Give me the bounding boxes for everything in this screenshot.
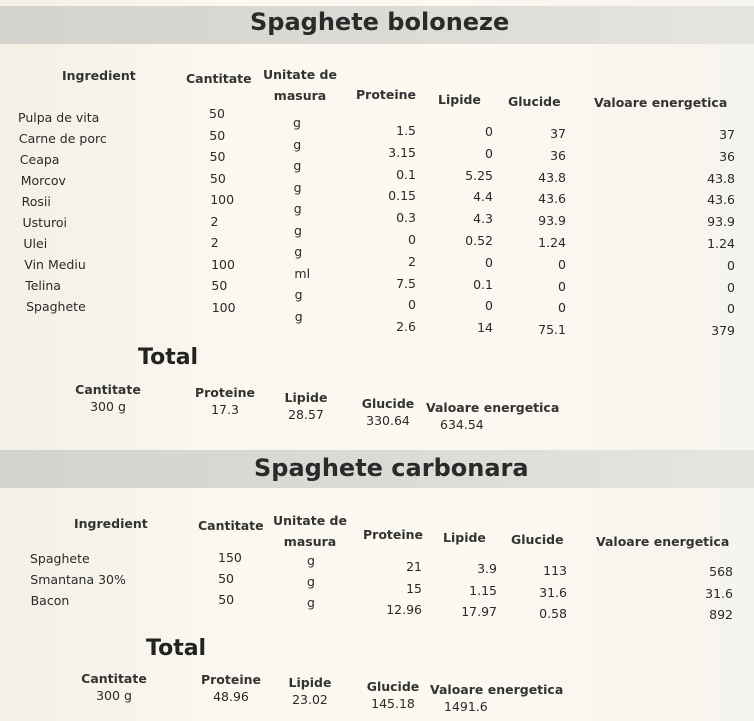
cell-cantitate: 50 [218,592,235,607]
cell-cantitate: 50 [209,170,226,186]
cell-cantitate: 50 [209,106,225,121]
header-unitate-line2: masura [273,88,327,103]
cell-lipide: 0 [485,254,493,270]
cell-proteine: 3.15 [388,144,416,160]
cell-ingredient: Rosii [21,194,51,209]
cell-proteine: 1.5 [396,123,416,138]
cell-lipide: 0.1 [473,276,493,292]
cell-glucide: 0 [558,300,566,316]
cell-unitate: g [307,574,315,589]
cell-lipide: 3.9 [477,561,497,576]
cell-proteine: 12.96 [386,602,422,617]
header-lipide: Lipide [438,92,481,107]
header-glucide: Glucide [511,532,564,547]
cell-valoare: 379 [711,323,735,339]
cell-unitate: g [294,244,303,259]
cell-cantitate: 50 [218,571,234,586]
cell-lipide: 0 [485,145,493,161]
total-glucide [360,395,416,429]
cell-unitate: g [294,308,303,324]
header-lipide: Lipide [443,530,486,545]
cell-unitate: g [293,179,302,195]
header-valoare: Valoare energetica [596,534,730,549]
total-lipide-value: 23.02 [292,692,328,707]
cell-cantitate: 150 [218,550,242,565]
cell-proteine: 0.3 [396,210,416,226]
total-valoare-label: Valoare energetica [430,682,564,697]
total-glucide-value: 145.18 [371,696,415,711]
cell-cantitate: 50 [211,278,228,293]
cell-cantitate: 100 [211,256,235,272]
total-proteine [190,384,260,418]
total-valoare [430,681,563,715]
total-cantitate-label: Cantitate [81,671,147,686]
cell-lipide: 0 [485,124,493,139]
header-unitate-line1: Unitate de [263,67,337,82]
cell-ingredient: Pulpa de vita [18,110,100,125]
cell-valoare: 0 [727,279,735,295]
cell-proteine: 2.6 [396,319,416,335]
cell-glucide: 0.58 [539,606,567,621]
cell-proteine: 7.5 [396,275,416,291]
total-cantitate-value: 300 g [96,688,132,703]
total-proteine-value: 17.3 [211,402,239,417]
cell-lipide: 5.25 [465,167,493,183]
cell-proteine: 0.1 [396,166,416,182]
cell-lipide: 0.52 [465,233,493,248]
cell-lipide: 0 [485,298,493,314]
cell-glucide: 1.24 [538,235,566,250]
header-unitate [262,64,338,106]
cell-unitate: ml [294,265,311,281]
cell-ingredient: Morcov [20,173,66,188]
cell-cantitate: 2 [210,213,219,229]
header-glucide: Glucide [508,94,561,109]
total-glucide-value: 330.64 [366,413,410,428]
header-cantitate: Cantitate [198,518,264,533]
cell-ingredient: Ulei [23,236,48,251]
cell-unitate: g [293,158,302,173]
cell-proteine: 0 [408,297,416,313]
total-valoare-label: Valoare energetica [426,400,560,415]
cell-cantitate: 50 [209,149,226,164]
cell-glucide: 0 [558,256,566,272]
header-valoare: Valoare energetica [594,95,728,110]
total-lipide-label: Lipide [284,390,328,405]
total-glucide-label: Glucide [361,396,415,411]
cell-cantitate: 100 [211,299,236,315]
header-proteine: Proteine [363,527,424,542]
cell-valoare: 93.9 [707,214,735,230]
cell-ingredient: Telina [25,278,61,293]
cell-valoare: 37 [719,127,735,142]
header-cantitate: Cantitate [186,71,252,86]
cell-valoare: 43.6 [707,192,735,208]
cell-cantitate: 50 [209,127,226,143]
cell-glucide: 75.1 [538,322,566,338]
cell-unitate: g [293,136,302,152]
cell-unitate: g [307,595,315,610]
cell-glucide: 93.9 [538,213,566,229]
cell-valoare: 43.8 [707,170,735,186]
recipe-title: Spaghete carbonara [254,454,529,482]
cell-ingredient: Carne de porc [18,131,107,146]
cell-lipide: 14 [477,320,493,336]
cell-valoare: 892 [709,607,733,622]
cell-valoare: 31.6 [705,585,733,601]
header-ingredient: Ingredient [62,68,136,83]
cell-cantitate: 2 [210,235,219,250]
cell-proteine: 0 [408,232,416,247]
total-proteine-label: Proteine [194,385,256,400]
cell-lipide: 17.97 [461,604,497,619]
total-title: Total [146,636,207,661]
cell-valoare: 0 [727,257,735,273]
cell-ingredient: Spaghete [26,299,86,314]
header-unitate [272,510,348,552]
total-glucide [365,678,421,712]
cell-glucide: 113 [543,563,567,578]
cell-glucide: 43.8 [538,169,566,185]
header-ingredient: Ingredient [74,516,148,531]
total-proteine [196,671,266,705]
cell-valoare: 0 [727,301,735,317]
cell-valoare: 1.24 [707,236,735,251]
total-cantitate [76,670,152,704]
cell-unitate: g [307,553,315,568]
recipe-title: Spaghete boloneze [250,8,510,36]
total-valoare [426,399,559,433]
cell-ingredient: Smantana 30% [30,572,126,587]
cell-ingredient: Spaghete [30,551,90,566]
total-cantitate-value: 300 g [90,399,126,414]
cell-lipide: 4.4 [473,189,493,205]
total-lipide [278,389,334,423]
cell-glucide: 36 [550,147,566,163]
cell-unitate: g [294,287,303,302]
cell-proteine: 0.15 [388,188,416,204]
total-proteine-label: Proteine [200,672,262,687]
total-proteine-value: 48.96 [213,689,249,704]
cell-valoare: 568 [709,564,733,579]
cell-valoare: 36 [719,148,735,164]
cell-proteine: 2 [408,253,416,269]
cell-unitate: g [294,222,302,238]
total-lipide [282,674,338,708]
cell-glucide: 37 [550,126,566,141]
total-valoare-value: 1491.6 [444,699,488,714]
header-unitate-line1: Unitate de [273,513,347,528]
cell-ingredient: Usturoi [22,215,67,230]
total-cantitate [70,381,146,415]
cell-lipide: 4.3 [473,211,493,227]
header-unitate-line2: masura [283,534,337,549]
cell-lipide: 1.15 [469,582,497,598]
cell-glucide: 31.6 [539,584,567,600]
total-glucide-label: Glucide [366,679,420,694]
total-valoare-value: 634.54 [440,417,484,432]
cell-cantitate: 100 [210,192,235,207]
cell-proteine: 15 [406,580,422,596]
cell-unitate: g [293,115,301,130]
total-lipide-label: Lipide [288,675,332,690]
cell-unitate: g [293,201,302,216]
cell-proteine: 21 [406,559,422,574]
header-proteine: Proteine [356,87,417,102]
cell-ingredient: Vin Mediu [24,257,86,272]
total-cantitate-label: Cantitate [75,382,141,397]
cell-glucide: 43.6 [538,191,566,207]
cell-ingredient: Bacon [30,593,70,608]
total-title: Total [138,345,199,370]
cell-glucide: 0 [558,278,566,294]
cell-ingredient: Ceapa [19,152,60,167]
total-lipide-value: 28.57 [288,407,324,422]
